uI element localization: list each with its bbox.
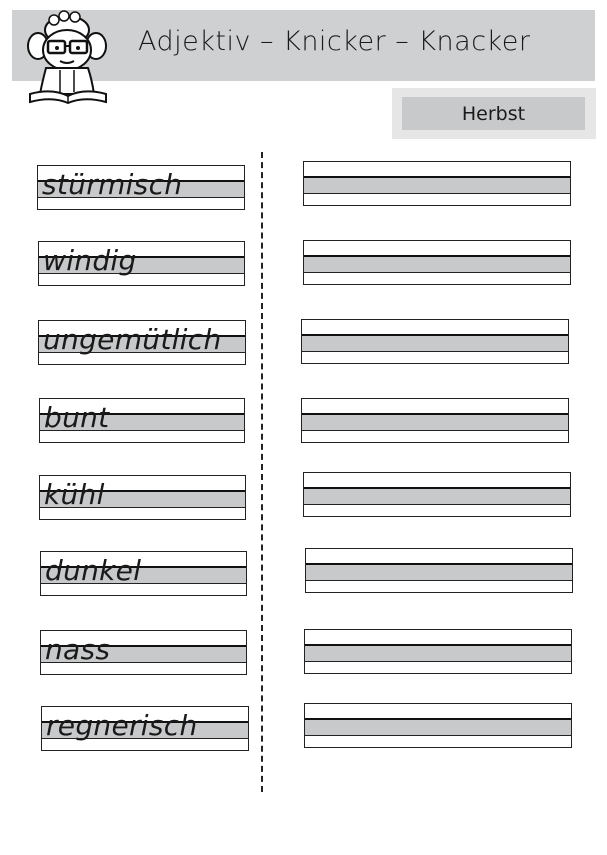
adjective-word: windig [43,244,137,277]
writing-midline [305,644,571,646]
center-divider [261,152,263,792]
writing-band [302,413,568,431]
topic-label: Herbst [402,97,585,130]
writing-band [304,487,570,505]
adjective-word: dunkel [45,554,142,587]
writing-band [302,334,568,352]
answer-lines-right[interactable] [301,398,569,443]
writing-band [305,718,571,736]
answer-lines-right[interactable] [305,548,573,593]
writing-band [304,176,570,194]
writing-band [305,644,571,662]
adjective-word: regnerisch [46,709,198,742]
writing-midline [302,413,568,415]
writing-midline [305,718,571,720]
writing-midline [302,334,568,336]
writing-midline [306,563,572,565]
writing-midline [304,176,570,178]
page-title: Adjektiv – Knicker – Knacker [138,26,531,57]
writing-band [304,255,570,273]
reading-child-with-glasses-icon [22,8,114,104]
adjective-word: stürmisch [42,168,183,201]
adjective-word: nass [45,633,111,666]
answer-lines-right[interactable] [304,703,572,748]
answer-lines-right[interactable] [303,472,571,517]
writing-band [306,563,572,581]
writing-midline [304,255,570,257]
answer-lines-right[interactable] [304,629,572,674]
adjective-word: kühl [44,478,105,511]
adjective-word: ungemütlich [43,323,222,356]
answer-lines-right[interactable] [303,161,571,206]
writing-midline [304,487,570,489]
answer-lines-right[interactable] [303,240,571,285]
answer-lines-right[interactable] [301,319,569,364]
topic-box [392,88,596,139]
adjective-word: bunt [44,401,110,434]
